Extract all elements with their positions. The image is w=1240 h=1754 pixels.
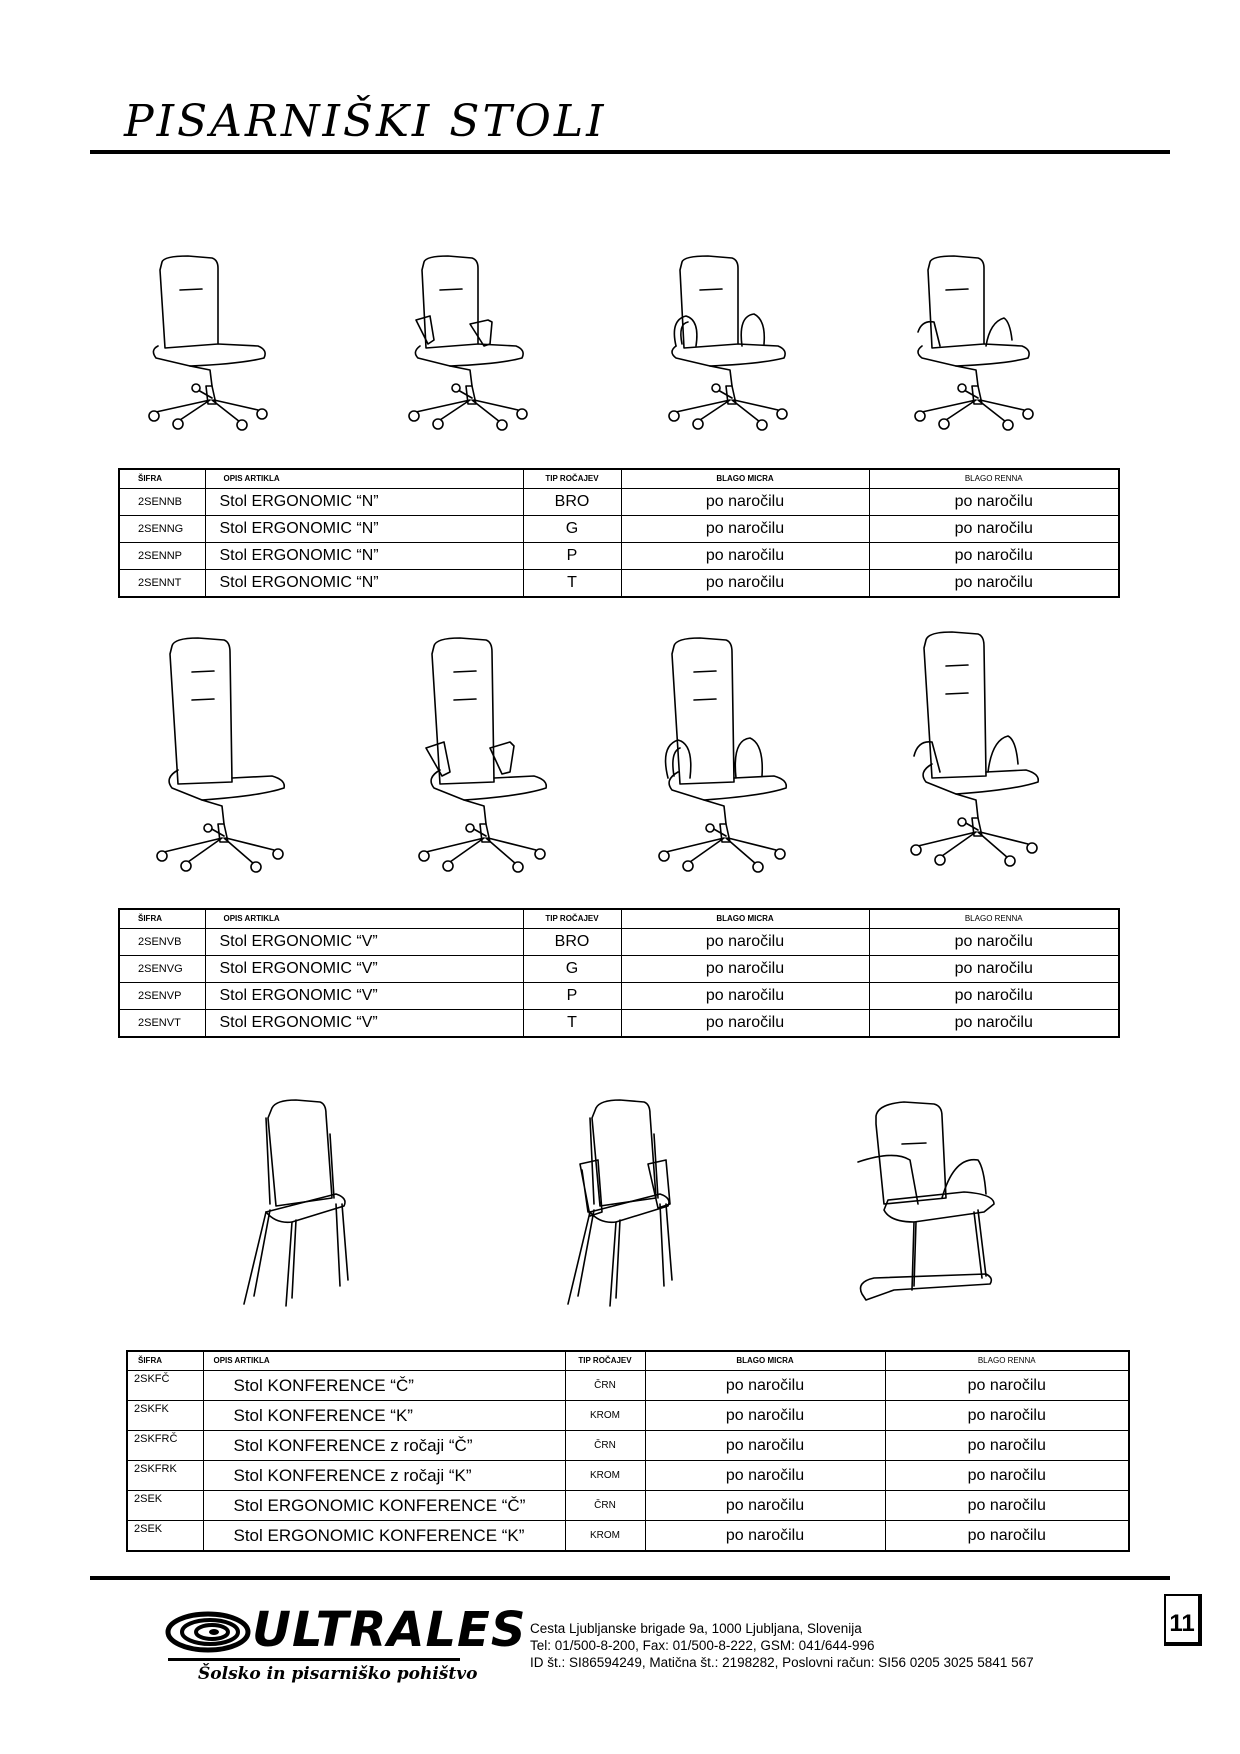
page-title: PISARNIŠKI STOLI [124,96,607,147]
fabric-renna: po naročilu [885,1371,1129,1401]
product-code: 2SENNT [119,570,205,598]
product-code: 2SENVB [119,929,205,956]
product-code: 2SENNP [119,543,205,570]
table-row [119,956,1119,983]
table-row [119,570,1119,598]
fabric-micra: po naročilu [621,489,869,516]
column-header: ŠIFRA [119,909,205,929]
fabric-renna: po naročilu [885,1521,1129,1552]
armrest-type: T [523,1010,621,1038]
fabric-micra: po naročilu [621,516,869,543]
table-row [119,516,1119,543]
product-code: 2SENVG [119,956,205,983]
fabric-renna: po naročilu [885,1491,1129,1521]
armrest-type: BRO [523,489,621,516]
fabric-micra: po naročilu [645,1521,885,1552]
fabric-renna: po naročilu [885,1431,1129,1461]
chair-illustration-konference [236,1094,386,1314]
armrest-type: G [523,956,621,983]
address-line: Cesta Ljubljanske brigade 9a, 1000 Ljubljana, Slovenija [530,1621,862,1636]
column-header: BLAGO MICRA [621,909,869,929]
product-description: Stol KONFERENCE “Č” [203,1371,565,1401]
product-code: 2SKFRČ [127,1431,203,1461]
fabric-micra: po naročilu [621,983,869,1010]
title-rule [90,150,1170,154]
table-header-row [119,469,1119,489]
fabric-renna: po naročilu [869,1010,1119,1038]
fabric-micra: po naročilu [645,1401,885,1431]
product-description: Stol ERGONOMIC KONFERENCE “Č” [203,1491,565,1521]
fabric-micra: po naročilu [645,1491,885,1521]
column-header: BLAGO MICRA [645,1351,885,1371]
table-row [119,1010,1119,1038]
page-number: 11 [1164,1594,1202,1646]
table-row [119,983,1119,1010]
column-header: BLAGO MICRA [621,469,869,489]
armrest-type: P [523,983,621,1010]
column-header: BLAGO RENNA [885,1351,1129,1371]
product-description: Stol ERGONOMIC “V” [205,929,523,956]
fabric-renna: po naročilu [869,516,1119,543]
chair-illustration-v-bro [150,632,300,872]
product-description: Stol ERGONOMIC “V” [205,1010,523,1038]
logo-underline [168,1658,460,1661]
fabric-micra: po naročilu [621,1010,869,1038]
product-table-konference [126,1350,1130,1552]
table-row [127,1431,1129,1461]
armrest-type: P [523,543,621,570]
table-row [127,1521,1129,1552]
product-code: 2SENNB [119,489,205,516]
armrest-type: ČRN [565,1371,645,1401]
armrest-type: KROM [565,1401,645,1431]
product-code: 2SEK [127,1521,203,1552]
table-row [127,1371,1129,1401]
product-description: Stol ERGONOMIC KONFERENCE “K” [203,1521,565,1552]
column-header: ŠIFRA [119,469,205,489]
chair-illustration-n-bro [140,250,280,430]
contact-line: Tel: 01/500-8-200, Fax: 01/500-8-222, GSM: 041/644-996 [530,1638,875,1653]
column-header: TIP ROČAJEV [565,1351,645,1371]
product-code: 2SENNG [119,516,205,543]
chair-illustration-v-t [900,626,1050,866]
column-header: ŠIFRA [127,1351,203,1371]
footer-rule [90,1576,1170,1580]
armrest-type: BRO [523,929,621,956]
fabric-micra: po naročilu [621,543,869,570]
logo-tagline: Šolsko in pisarniško pohištvo [198,1664,478,1684]
fabric-micra: po naročilu [621,570,869,598]
chair-illustration-v-g [410,632,560,872]
product-description: Stol ERGONOMIC “V” [205,956,523,983]
product-description: Stol ERGONOMIC “N” [205,489,523,516]
fabric-renna: po naročilu [869,489,1119,516]
fabric-micra: po naročilu [621,956,869,983]
table-row [127,1491,1129,1521]
column-header: BLAGO RENNA [869,909,1119,929]
fabric-micra: po naročilu [645,1431,885,1461]
product-description: Stol ERGONOMIC “N” [205,543,523,570]
product-code: 2SENVP [119,983,205,1010]
table-row [127,1401,1129,1431]
table-header-row [119,909,1119,929]
armrest-type: ČRN [565,1491,645,1521]
chair-illustration-v-p [650,632,800,872]
table-header-row [127,1351,1129,1371]
fabric-renna: po naročilu [869,956,1119,983]
product-description: Stol KONFERENCE z ročaji “Č” [203,1431,565,1461]
column-header: TIP ROČAJEV [523,469,621,489]
product-code: 2SKFK [127,1401,203,1431]
chair-illustration-ergonomic-konference [854,1094,1024,1314]
fabric-renna: po naročilu [885,1401,1129,1431]
chair-illustration-konference-armrest [560,1094,710,1314]
chair-illustration-n-g [400,250,540,430]
table-row [119,543,1119,570]
product-description: Stol ERGONOMIC “V” [205,983,523,1010]
product-description: Stol ERGONOMIC “N” [205,570,523,598]
column-header: OPIS ARTIKLA [205,909,523,929]
fabric-renna: po naročilu [869,929,1119,956]
product-code: 2SENVT [119,1010,205,1038]
fabric-micra: po naročilu [621,929,869,956]
product-description: Stol KONFERENCE z ročaji “K” [203,1461,565,1491]
product-table-ergonomic-v [118,908,1120,1038]
product-description: Stol KONFERENCE “K” [203,1401,565,1431]
column-header: TIP ROČAJEV [523,909,621,929]
armrest-type: T [523,570,621,598]
product-description: Stol ERGONOMIC “N” [205,516,523,543]
fabric-micra: po naročilu [645,1371,885,1401]
armrest-type: ČRN [565,1431,645,1461]
ultrales-logo-text: ULTRALES [252,1602,527,1658]
armrest-type: KROM [565,1521,645,1552]
column-header: OPIS ARTIKLA [205,469,523,489]
table-row [127,1461,1129,1491]
fabric-micra: po naročilu [645,1461,885,1491]
product-code: 2SKFČ [127,1371,203,1401]
table-row [119,489,1119,516]
fabric-renna: po naročilu [869,570,1119,598]
armrest-type: G [523,516,621,543]
column-header: OPIS ARTIKLA [203,1351,565,1371]
fabric-renna: po naročilu [869,983,1119,1010]
company-address [530,1620,1034,1671]
chair-illustration-n-p [660,250,800,430]
fabric-renna: po naročilu [885,1461,1129,1491]
chair-illustration-n-t [900,250,1040,430]
product-code: 2SKFRK [127,1461,203,1491]
fabric-renna: po naročilu [869,543,1119,570]
column-header: BLAGO RENNA [869,469,1119,489]
product-code: 2SEK [127,1491,203,1521]
table-row [119,929,1119,956]
product-table-ergonomic-n [118,468,1120,598]
armrest-type: KROM [565,1461,645,1491]
registration-line: ID št.: SI86594249, Matična št.: 2198282, Poslovni račun: SI56 0205 3025 5841 567 [530,1655,1034,1670]
